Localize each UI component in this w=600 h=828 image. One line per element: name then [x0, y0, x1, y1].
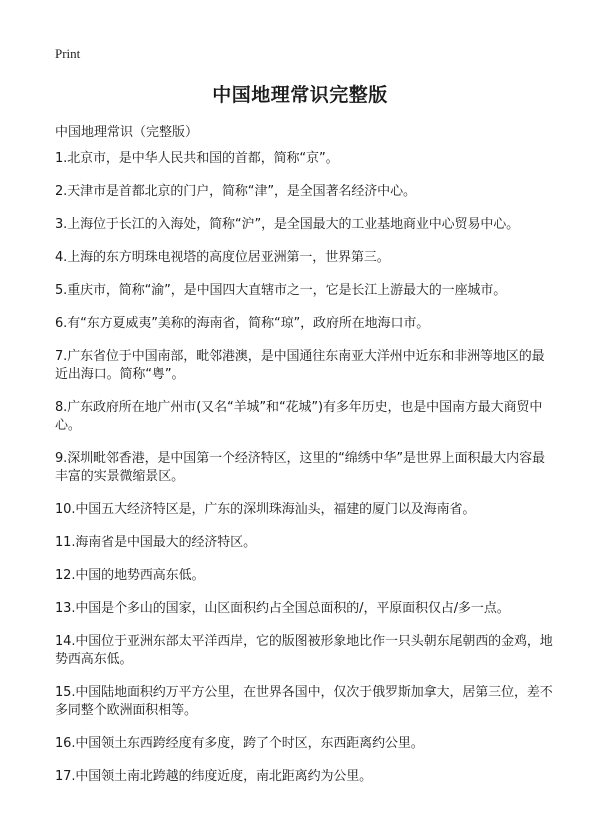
document-title: 中国地理常识完整版	[212, 84, 388, 106]
print-link[interactable]: Print	[55, 46, 81, 61]
fact-item: 5.重庆市，简称“渝”，是中国四大直辖市之一，它是长江上游最大的一座城市。	[55, 283, 507, 298]
fact-list	[55, 150, 555, 801]
fact-item: 13.中国是个多山的国家，山区面积约占全国总面积的/，平原面积仅占/多一点。	[55, 601, 510, 616]
fact-item: 4.上海的东方明珠电视塔的高度位居亚洲第一，世界第三。	[55, 250, 390, 265]
fact-item: 12.中国的地势西高东低。	[55, 568, 205, 583]
fact-item: 2.天津市是首都北京的门户，简称“津”，是全国著名经济中心。	[55, 184, 416, 199]
fact-item: 6.有“东方夏威夷”美称的海南省，简称“琼”，政府所在地海口市。	[55, 316, 430, 331]
fact-item: 14.中国位于亚洲东部太平洋西岸，它的版图被形象地比作一只头朝东尾朝西的金鸡，地势西高东低。	[55, 634, 553, 667]
document-subtitle: 中国地理常识（完整版）	[55, 125, 199, 140]
fact-item: 15.中国陆地面积约万平方公里，在世界各国中，仅次于俄罗斯加拿大，居第三位，差不多同整个欧洲面积相等。	[55, 685, 553, 718]
fact-item: 16.中国领土东西跨经度有多度，跨了个时区，东西距离约公里。	[55, 736, 424, 751]
fact-item: 17.中国领土南北跨越的纬度近度，南北距离约为公里。	[55, 769, 373, 784]
fact-item: 7.广东省位于中国南部，毗邻港澳，是中国通往东南亚大洋州中近东和非洲等地区的最近出海口。简称“粤”。	[55, 349, 545, 382]
fact-item: 9.深圳毗邻香港，是中国第一个经济特区，这里的“绵绣中华”是世界上面积最大内容最丰富的实景微缩景区。	[55, 451, 545, 484]
fact-item: 10.中国五大经济特区是，广东的深圳珠海汕头，福建的厦门以及海南省。	[55, 502, 476, 517]
fact-item: 8.广东政府所在地广州市(又名“羊城”和“花城”)有多年历史，也是中国南方最大商贸中心。	[55, 400, 543, 433]
fact-item: 3.上海位于长江的入海处，简称“沪”，是全国最大的工业基地商业中心贸易中心。	[55, 217, 520, 232]
fact-item: 1.北京市，是中华人民共和国的首都，简称“京”。	[55, 151, 339, 166]
fact-item: 11.海南省是中国最大的经济特区。	[55, 535, 256, 550]
